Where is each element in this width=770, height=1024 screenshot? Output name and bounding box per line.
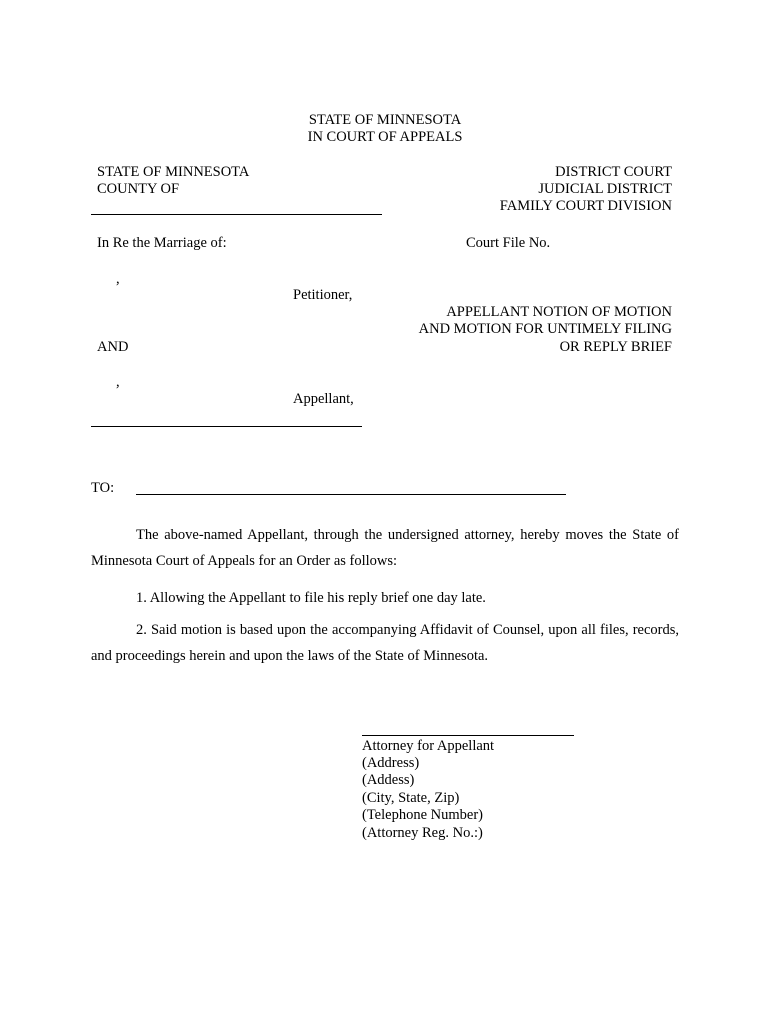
court-state-heading: STATE OF MINNESOTA: [308, 112, 462, 128]
signature-address-2: (Addess): [362, 772, 415, 788]
signature-city-state-zip: (City, State, Zip): [362, 790, 460, 806]
appellant-label: Appellant,: [293, 391, 354, 407]
signature-telephone: (Telephone Number): [362, 807, 483, 823]
appellant-name-placeholder: ,: [116, 374, 120, 390]
to-recipient-line: [136, 494, 566, 495]
motion-item-2: 2. Said motion is based upon the accompanying Affidavit of Counsel, upon all files, records, and proceedings herein and upon the laws of the State of Minnesota.: [91, 622, 679, 664]
court-file-number-label: Court File No.: [466, 235, 551, 251]
caption-divider-bottom: [91, 426, 362, 427]
motion-title-line-2: AND MOTION FOR UNTIMELY FILING: [418, 321, 672, 337]
motion-intro-paragraph: The above-named Appellant, through the undersigned attorney, hereby moves the State of Minnesota Court of Appeals for an Order as follows:: [91, 527, 679, 569]
petitioner-name-placeholder: ,: [116, 271, 120, 287]
motion-item-1: 1. Allowing the Appellant to file his reply brief one day late.: [136, 590, 486, 606]
signature-line: [362, 735, 574, 736]
signature-address-1: (Address): [362, 755, 420, 771]
court-name-heading: IN COURT OF APPEALS: [307, 129, 463, 145]
family-court-division-label: FAMILY COURT DIVISION: [499, 198, 672, 214]
motion-title-line-1: APPELLANT NOTION OF MOTION: [446, 304, 672, 320]
to-label: TO:: [91, 480, 115, 496]
motion-title-line-3: OR REPLY BRIEF: [559, 339, 672, 355]
caption-county: COUNTY OF: [97, 181, 180, 197]
in-re-marriage-label: In Re the Marriage of:: [97, 235, 227, 251]
judicial-district-label: JUDICIAL DISTRICT: [538, 181, 672, 197]
signature-attorney-title: Attorney for Appellant: [362, 738, 495, 754]
signature-attorney-reg-no: (Attorney Reg. No.:): [362, 825, 483, 841]
petitioner-label: Petitioner,: [293, 287, 353, 303]
and-label: AND: [97, 339, 129, 355]
district-court-label: DISTRICT COURT: [555, 164, 672, 180]
caption-state: STATE OF MINNESOTA: [97, 164, 250, 180]
caption-divider-top: [91, 214, 382, 215]
